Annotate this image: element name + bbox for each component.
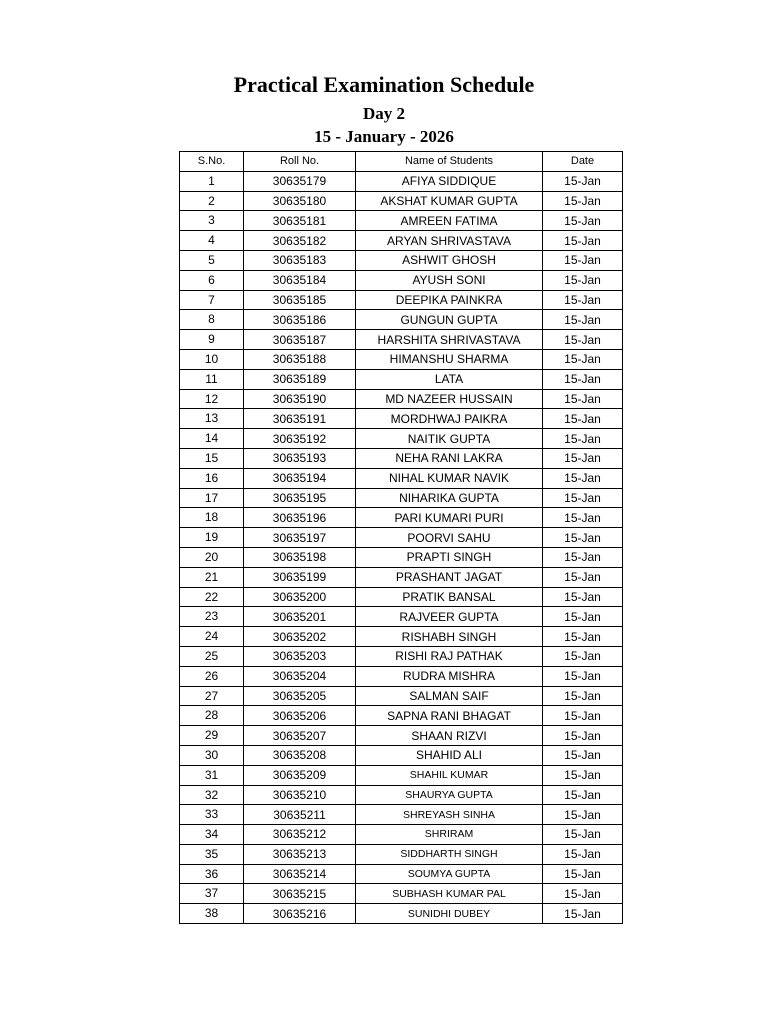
cell-roll-no: 30635182 <box>244 231 356 251</box>
cell-sno: 5 <box>180 250 244 270</box>
cell-date: 15-Jan <box>543 805 623 825</box>
cell-roll-no: 30635204 <box>244 666 356 686</box>
cell-student-name: PRAPTI SINGH <box>356 547 543 567</box>
cell-roll-no: 30635195 <box>244 488 356 508</box>
cell-sno: 25 <box>180 646 244 666</box>
cell-date: 15-Jan <box>543 666 623 686</box>
cell-student-name: MORDHWAJ PAIKRA <box>356 409 543 429</box>
cell-sno: 18 <box>180 508 244 528</box>
table-row <box>180 191 623 211</box>
cell-sno: 14 <box>180 429 244 449</box>
cell-sno: 4 <box>180 231 244 251</box>
table-row <box>180 488 623 508</box>
cell-student-name: SHREYASH SINHA <box>356 805 543 825</box>
cell-student-name: POORVI SAHU <box>356 528 543 548</box>
cell-roll-no: 30635208 <box>244 745 356 765</box>
table-row <box>180 429 623 449</box>
cell-roll-no: 30635185 <box>244 290 356 310</box>
cell-date: 15-Jan <box>543 864 623 884</box>
cell-student-name: LATA <box>356 369 543 389</box>
table-row <box>180 508 623 528</box>
cell-student-name: HIMANSHU SHARMA <box>356 349 543 369</box>
table-row <box>180 666 623 686</box>
cell-student-name: PARI KUMARI PURI <box>356 508 543 528</box>
cell-roll-no: 30635188 <box>244 349 356 369</box>
cell-sno: 9 <box>180 330 244 350</box>
table-row <box>180 250 623 270</box>
table-row <box>180 448 623 468</box>
cell-sno: 20 <box>180 547 244 567</box>
cell-roll-no: 30635198 <box>244 547 356 567</box>
cell-student-name: NAITIK GUPTA <box>356 429 543 449</box>
header-roll-no: Roll No. <box>244 152 356 172</box>
table-row <box>180 785 623 805</box>
cell-sno: 15 <box>180 448 244 468</box>
table-row <box>180 468 623 488</box>
cell-date: 15-Jan <box>543 745 623 765</box>
cell-sno: 34 <box>180 825 244 845</box>
cell-roll-no: 30635206 <box>244 706 356 726</box>
cell-roll-no: 30635202 <box>244 627 356 647</box>
cell-date: 15-Jan <box>543 369 623 389</box>
table-row <box>180 270 623 290</box>
cell-sno: 36 <box>180 864 244 884</box>
table-row <box>180 231 623 251</box>
cell-date: 15-Jan <box>543 349 623 369</box>
cell-sno: 33 <box>180 805 244 825</box>
cell-sno: 26 <box>180 666 244 686</box>
cell-sno: 3 <box>180 211 244 231</box>
cell-date: 15-Jan <box>543 844 623 864</box>
cell-roll-no: 30635193 <box>244 448 356 468</box>
page-title: Practical Examination Schedule <box>233 72 535 97</box>
table-row <box>180 290 623 310</box>
table-row <box>180 587 623 607</box>
cell-student-name: AFIYA SIDDIQUE <box>356 171 543 191</box>
table-row <box>180 547 623 567</box>
table-row <box>180 310 623 330</box>
cell-student-name: AKSHAT KUMAR GUPTA <box>356 191 543 211</box>
cell-sno: 16 <box>180 468 244 488</box>
cell-date: 15-Jan <box>543 409 623 429</box>
cell-sno: 17 <box>180 488 244 508</box>
cell-date: 15-Jan <box>543 646 623 666</box>
cell-student-name: NIHAL KUMAR NAVIK <box>356 468 543 488</box>
cell-date: 15-Jan <box>543 726 623 746</box>
table-row <box>180 706 623 726</box>
cell-date: 15-Jan <box>543 290 623 310</box>
cell-student-name: PRATIK BANSAL <box>356 587 543 607</box>
cell-sno: 12 <box>180 389 244 409</box>
cell-student-name: SIDDHARTH SINGH <box>356 844 543 864</box>
cell-student-name: SHAHIL KUMAR <box>356 765 543 785</box>
cell-date: 15-Jan <box>543 627 623 647</box>
cell-sno: 10 <box>180 349 244 369</box>
schedule-table <box>179 151 623 924</box>
cell-date: 15-Jan <box>543 587 623 607</box>
cell-date: 15-Jan <box>543 429 623 449</box>
cell-date: 15-Jan <box>543 547 623 567</box>
cell-student-name: MD NAZEER HUSSAIN <box>356 389 543 409</box>
cell-date: 15-Jan <box>543 330 623 350</box>
cell-sno: 24 <box>180 627 244 647</box>
table-row <box>180 528 623 548</box>
cell-sno: 8 <box>180 310 244 330</box>
table-row <box>180 369 623 389</box>
cell-sno: 22 <box>180 587 244 607</box>
cell-roll-no: 30635180 <box>244 191 356 211</box>
cell-sno: 32 <box>180 785 244 805</box>
cell-date: 15-Jan <box>543 211 623 231</box>
cell-sno: 35 <box>180 844 244 864</box>
cell-date: 15-Jan <box>543 488 623 508</box>
cell-student-name: RISHABH SINGH <box>356 627 543 647</box>
cell-roll-no: 30635191 <box>244 409 356 429</box>
cell-student-name: SALMAN SAIF <box>356 686 543 706</box>
cell-student-name: SOUMYA GUPTA <box>356 864 543 884</box>
table-row <box>180 844 623 864</box>
cell-sno: 29 <box>180 726 244 746</box>
table-row <box>180 904 623 924</box>
cell-sno: 13 <box>180 409 244 429</box>
cell-student-name: SHAURYA GUPTA <box>356 785 543 805</box>
cell-student-name: PRASHANT JAGAT <box>356 567 543 587</box>
cell-sno: 31 <box>180 765 244 785</box>
cell-sno: 23 <box>180 607 244 627</box>
table-row <box>180 884 623 904</box>
cell-roll-no: 30635179 <box>244 171 356 191</box>
header-student-name: Name of Students <box>356 152 543 172</box>
cell-roll-no: 30635184 <box>244 270 356 290</box>
table-row <box>180 864 623 884</box>
table-row <box>180 805 623 825</box>
cell-date: 15-Jan <box>543 607 623 627</box>
cell-student-name: GUNGUN GUPTA <box>356 310 543 330</box>
table-row <box>180 726 623 746</box>
cell-roll-no: 30635187 <box>244 330 356 350</box>
cell-student-name: RISHI RAJ PATHAK <box>356 646 543 666</box>
exam-date: 15 - January - 2026 <box>314 127 454 146</box>
cell-roll-no: 30635181 <box>244 211 356 231</box>
cell-date: 15-Jan <box>543 191 623 211</box>
cell-date: 15-Jan <box>543 389 623 409</box>
table-row <box>180 409 623 429</box>
table-row <box>180 627 623 647</box>
cell-roll-no: 30635214 <box>244 864 356 884</box>
cell-sno: 2 <box>180 191 244 211</box>
cell-roll-no: 30635212 <box>244 825 356 845</box>
header-date: Date <box>543 152 623 172</box>
table-row <box>180 825 623 845</box>
cell-date: 15-Jan <box>543 310 623 330</box>
cell-date: 15-Jan <box>543 468 623 488</box>
cell-date: 15-Jan <box>543 231 623 251</box>
cell-sno: 11 <box>180 369 244 389</box>
cell-date: 15-Jan <box>543 785 623 805</box>
table-row <box>180 765 623 785</box>
cell-date: 15-Jan <box>543 508 623 528</box>
cell-student-name: SAPNA RANI BHAGAT <box>356 706 543 726</box>
cell-date: 15-Jan <box>543 706 623 726</box>
cell-student-name: SHRIRAM <box>356 825 543 845</box>
cell-roll-no: 30635186 <box>244 310 356 330</box>
table-row <box>180 330 623 350</box>
cell-roll-no: 30635203 <box>244 646 356 666</box>
cell-date: 15-Jan <box>543 567 623 587</box>
cell-student-name: RUDRA MISHRA <box>356 666 543 686</box>
cell-roll-no: 30635207 <box>244 726 356 746</box>
cell-roll-no: 30635205 <box>244 686 356 706</box>
cell-student-name: NIHARIKA GUPTA <box>356 488 543 508</box>
cell-sno: 6 <box>180 270 244 290</box>
cell-roll-no: 30635211 <box>244 805 356 825</box>
header-sno: S.No. <box>180 152 244 172</box>
cell-date: 15-Jan <box>543 448 623 468</box>
table-row <box>180 745 623 765</box>
cell-roll-no: 30635197 <box>244 528 356 548</box>
cell-date: 15-Jan <box>543 171 623 191</box>
cell-date: 15-Jan <box>543 825 623 845</box>
cell-date: 15-Jan <box>543 904 623 924</box>
table-header-row <box>180 152 623 172</box>
cell-roll-no: 30635213 <box>244 844 356 864</box>
cell-student-name: NEHA RANI LAKRA <box>356 448 543 468</box>
cell-roll-no: 30635199 <box>244 567 356 587</box>
cell-roll-no: 30635201 <box>244 607 356 627</box>
cell-sno: 7 <box>180 290 244 310</box>
cell-roll-no: 30635210 <box>244 785 356 805</box>
day-label: Day 2 <box>362 104 406 123</box>
cell-roll-no: 30635215 <box>244 884 356 904</box>
table-row <box>180 389 623 409</box>
cell-student-name: AMREEN FATIMA <box>356 211 543 231</box>
table-row <box>180 607 623 627</box>
cell-roll-no: 30635190 <box>244 389 356 409</box>
cell-sno: 28 <box>180 706 244 726</box>
table-row <box>180 211 623 231</box>
cell-date: 15-Jan <box>543 528 623 548</box>
cell-student-name: SHAAN RIZVI <box>356 726 543 746</box>
cell-student-name: AYUSH SONI <box>356 270 543 290</box>
cell-date: 15-Jan <box>543 686 623 706</box>
cell-roll-no: 30635192 <box>244 429 356 449</box>
cell-roll-no: 30635216 <box>244 904 356 924</box>
cell-roll-no: 30635196 <box>244 508 356 528</box>
cell-roll-no: 30635209 <box>244 765 356 785</box>
cell-roll-no: 30635189 <box>244 369 356 389</box>
cell-sno: 21 <box>180 567 244 587</box>
cell-sno: 27 <box>180 686 244 706</box>
table-body <box>180 171 623 923</box>
cell-date: 15-Jan <box>543 270 623 290</box>
cell-sno: 30 <box>180 745 244 765</box>
cell-student-name: DEEPIKA PAINKRA <box>356 290 543 310</box>
cell-sno: 37 <box>180 884 244 904</box>
cell-roll-no: 30635183 <box>244 250 356 270</box>
cell-student-name: SUBHASH KUMAR PAL <box>356 884 543 904</box>
cell-roll-no: 30635200 <box>244 587 356 607</box>
cell-student-name: ARYAN SHRIVASTAVA <box>356 231 543 251</box>
cell-sno: 38 <box>180 904 244 924</box>
table-row <box>180 646 623 666</box>
cell-student-name: HARSHITA SHRIVASTAVA <box>356 330 543 350</box>
table-row <box>180 567 623 587</box>
cell-roll-no: 30635194 <box>244 468 356 488</box>
table-row <box>180 349 623 369</box>
cell-student-name: SHAHID ALI <box>356 745 543 765</box>
cell-student-name: SUNIDHI DUBEY <box>356 904 543 924</box>
cell-student-name: ASHWIT GHOSH <box>356 250 543 270</box>
cell-date: 15-Jan <box>543 884 623 904</box>
cell-student-name: RAJVEER GUPTA <box>356 607 543 627</box>
cell-date: 15-Jan <box>543 250 623 270</box>
cell-date: 15-Jan <box>543 765 623 785</box>
cell-sno: 1 <box>180 171 244 191</box>
table-row <box>180 171 623 191</box>
cell-sno: 19 <box>180 528 244 548</box>
table-row <box>180 686 623 706</box>
